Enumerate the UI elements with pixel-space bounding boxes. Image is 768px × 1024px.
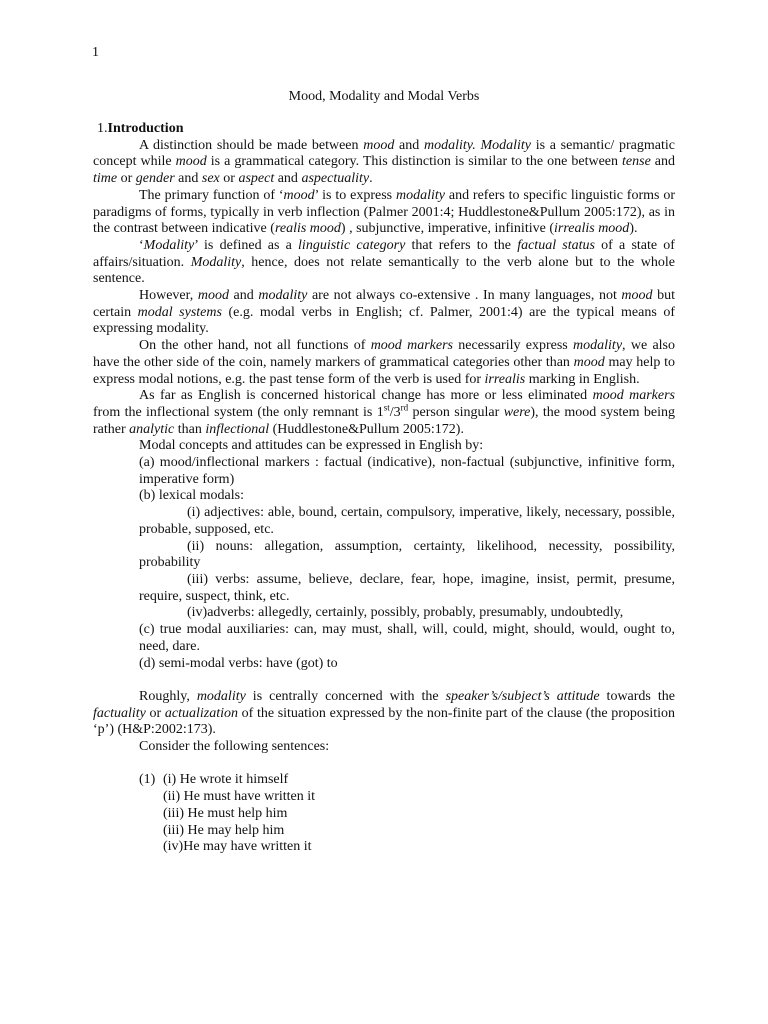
list-item-b: (b) lexical modals: <box>139 488 244 504</box>
page-number: 1 <box>92 45 99 60</box>
example-group <box>139 772 675 789</box>
spacer <box>93 672 675 689</box>
paragraph-2: The primary function of ‘mood’ is to express modality and refers to specific linguistic forms or paradigms of forms, typically in verb inflection (Palmer 2001:4; Huddlestone&Pullum 2005:172), as in the contrast between indicative (realis mood) , subjunctive, imperative, infinitive (irrealis mood). <box>93 187 675 237</box>
list-item-d: (d) semi-modal verbs: have (got) to <box>139 655 338 671</box>
paragraph-3: ‘Modality’ is defined as a linguistic category that refers to the factual status of a state of affairs/situation. Modality, hence, does not relate semantically to the verb alone but to the whole sentence. <box>93 237 676 287</box>
example-number: (1) <box>139 772 156 788</box>
list-item-b-ii: (ii) nouns: allegation, assumption, certainty, likelihood, necessity, possibility, probability <box>139 538 675 571</box>
list-item-b-i: (i) adjectives: able, bound, certain, compulsory, imperative, likely, necessary, possible, probable, supposed, etc. <box>139 505 675 537</box>
section-heading: 1.Introduction <box>97 121 184 136</box>
list-item-a: (a) mood/inflectional markers : factual (indicative), non-factual (subjunctive, infinitive form, imperative form) <box>139 455 675 487</box>
consider-line: Consider the following sentences: <box>139 739 330 754</box>
document-body <box>93 121 675 856</box>
example-sentences <box>139 772 675 856</box>
paragraph-7: Roughly, modality is centrally concerned with the speaker’s/subject’s attitude towards the factuality or actualization of the situation expressed by the non-finite part of the clause (the proposition ‘p’) (H&P:2002:173). <box>93 688 675 738</box>
document-title: Mood, Modality and Modal Verbs <box>288 89 480 104</box>
list-item-b-iii: (iii) verbs: assume, believe, declare, fear, hope, imagine, insist, permit, presume, require, suspect, think, etc. <box>139 571 675 604</box>
example-item: (iii) He may help him <box>163 822 285 838</box>
list-intro: Modal concepts and attitudes can be expressed in English by: <box>139 438 484 454</box>
example-item: (iv)He may have written it <box>163 839 312 855</box>
list-item-b-iv: (iv)adverbs: allegedly, certainly, possibly, probably, presumably, undoubtedly, <box>187 605 624 621</box>
paragraph-5: On the other hand, not all functions of mood markers necessarily express modality, we also have the other side of the coin, namely markers of grammatical categories other than mood may help to express modal notions, e.g. the past tense form of the verb is used for irrealis marking in English. <box>93 338 676 387</box>
example-item: (i) He wrote it himself <box>163 772 289 788</box>
example-item: (iii) He must help him <box>163 805 288 821</box>
example-list <box>163 772 288 789</box>
paragraph-1: A distinction should be made between mood and modality. Modality is a semantic/ pragmatic concept while mood is a grammatical category. This distinction is similar to the one between tense and time or gender and sex or aspect and aspectuality. <box>93 137 676 187</box>
paragraph-4: However, mood and modality are not always co-extensive . In many languages, not mood but certain modal systems (e.g. modal verbs in English; cf. Palmer, 2001:4) are the typical means of expressing modality. <box>93 288 676 337</box>
modal-concepts-list <box>139 438 675 672</box>
spacer <box>93 756 675 773</box>
list-item-c: (c) true modal auxiliaries: can, may must, shall, will, could, might, should, would, ought to, need, dare. <box>139 622 675 654</box>
example-item: (ii) He must have written it <box>163 789 316 805</box>
paragraph-6: As far as English is concerned historical change has more or less eliminated mood markers from the inflectional system (the only remnant is 1st/3rd person singular were), the mood system being rather analytic than inflectional (Huddlestone&Pullum 2005:172). <box>93 388 675 437</box>
